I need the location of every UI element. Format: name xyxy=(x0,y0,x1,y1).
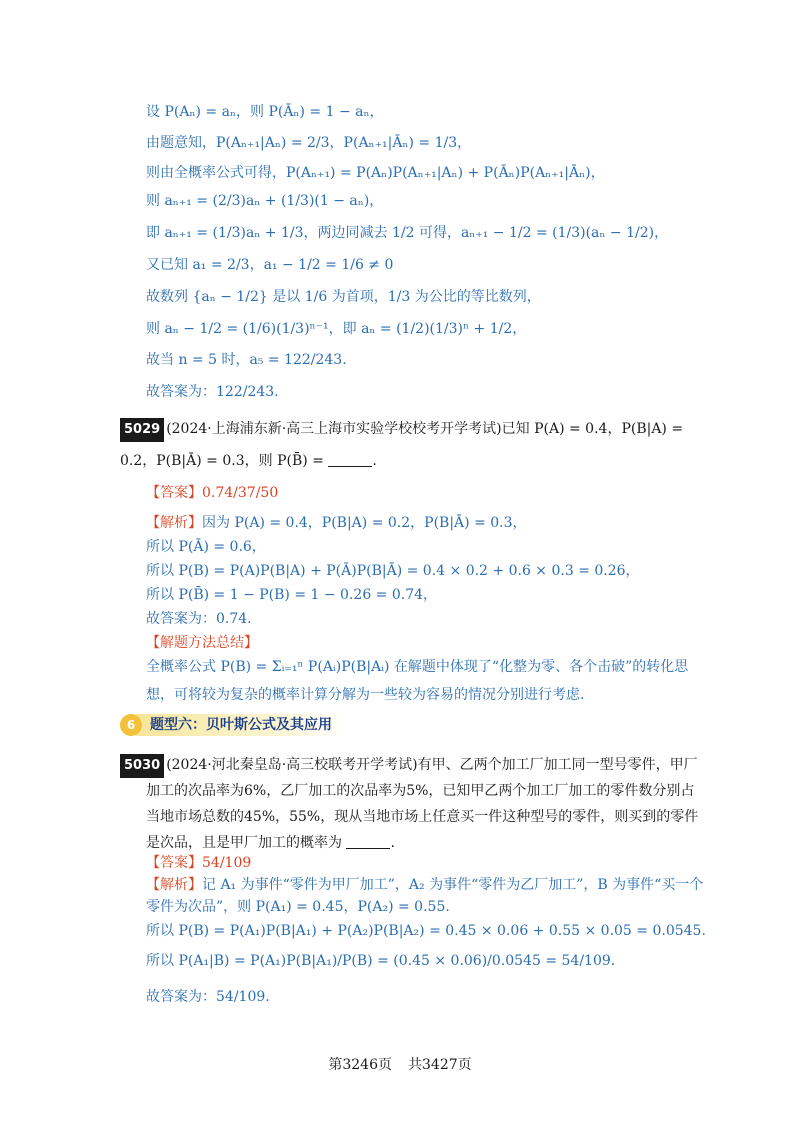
answer-line xyxy=(146,482,700,504)
question-stem-text: 0.2，P(B|Ā) = 0.3，则 P(B̄) = xyxy=(120,453,324,469)
analysis-text: 因为 P(A) = 0.4，P(B|A) = 0.2，P(B|Ā) = 0.3， xyxy=(202,515,527,531)
analysis-line: 故答案为：0.74. xyxy=(146,611,252,627)
summary-tag: 【解题方法总结】 xyxy=(146,635,258,651)
page-number: 第3246页 xyxy=(328,1057,392,1073)
question-stem-line xyxy=(146,832,700,854)
solution-line: 又已知 a₁ = 2/3，a₁ − 1/2 = 1/6 ≠ 0 xyxy=(146,257,394,273)
answer-blank xyxy=(346,834,390,849)
analysis-line xyxy=(146,874,704,896)
solution-line: 由题意知，P(Aₙ₊₁|Aₙ) = 2/3，P(Aₙ₊₁|Āₙ) = 1/3， xyxy=(146,135,472,151)
section-title: 题型六：贝叶斯公式及其应用 xyxy=(136,714,346,736)
section-header xyxy=(120,714,346,736)
analysis-line xyxy=(146,512,700,534)
solution-line: 则由全概率公式可得，P(Aₙ₊₁) = P(Aₙ)P(Aₙ₊₁|Aₙ) + P(Āₙ)P(Aₙ₊₁|Āₙ)， xyxy=(146,165,605,181)
analysis-line: 所以 P(B̄) = 1 − P(B) = 1 − 0.26 = 0.74， xyxy=(146,587,438,603)
page-total: 共3427页 xyxy=(408,1057,472,1073)
stem-end: . xyxy=(372,453,377,469)
question-stem-text: 是次品，且是甲厂加工的概率为 xyxy=(146,835,342,851)
analysis-line: 所以 P(B) = P(A₁)P(B|A₁) + P(A₂)P(B|A₂) = 0.45 × 0.06 + 0.55 × 0.05 = 0.0545. xyxy=(146,923,706,939)
page-footer xyxy=(0,1054,800,1074)
answer-value: 54/109 xyxy=(202,855,252,871)
solution-line: 故数列 {aₙ − 1/2} 是以 1/6 为首项，1/3 为公比的等比数列， xyxy=(146,289,541,305)
analysis-line: 零件为次品”，则 P(A₁) = 0.45，P(A₂) = 0.55. xyxy=(146,899,450,915)
answer-line xyxy=(146,852,700,874)
question-stem-line: 加工的次品率为6%，乙厂加工的次品率为5%，已知甲乙两个加工厂加工的零件数分别占 xyxy=(146,783,695,799)
question-stem-text: (2024·河北秦皇岛·高三校联考开学考试)有甲、乙两个加工厂加工同一型号零件，甲厂 xyxy=(166,757,698,773)
summary-heading xyxy=(146,632,700,654)
solution-line: 故当 n = 5 时，a₅ = 122/243. xyxy=(146,352,347,368)
answer-value: 0.74/37/50 xyxy=(202,485,279,501)
section-number-badge: 6 xyxy=(120,714,142,736)
question-number-badge: 5030 xyxy=(120,754,164,778)
answer-blank xyxy=(328,452,372,467)
analysis-text: 记 A₁ 为事件“零件为甲厂加工”，A₂ 为事件“零件为乙厂加工”，B 为事件“买一个 xyxy=(202,877,704,893)
stem-end: . xyxy=(390,835,395,851)
summary-line: 全概率公式 P(B) = Σᵢ₌₁ⁿ P(Aᵢ)P(B|Aᵢ) 在解题中体现了“化整为零、各个击破”的转化思 xyxy=(146,659,689,675)
analysis-tag: 【解析】 xyxy=(146,515,202,531)
analysis-line: 所以 P(B) = P(A)P(B|A) + P(Ā)P(B|Ā) = 0.4 × 0.2 + 0.6 × 0.3 = 0.26， xyxy=(146,563,640,579)
summary-line: 想，可将较为复杂的概率计算分解为一些较为容易的情况分别进行考虑. xyxy=(146,687,585,703)
question-5029-stem-cont xyxy=(120,450,700,472)
question-5030-stem xyxy=(120,754,700,778)
question-5029-stem xyxy=(120,418,700,442)
question-number-badge: 5029 xyxy=(120,418,164,442)
solution-line: 故答案为：122/243. xyxy=(146,384,279,400)
answer-tag: 【答案】 xyxy=(146,485,202,501)
question-stem-text: (2024·上海浦东新·高三上海市实验学校校考开学考试)已知 P(A) = 0.4，P(B|A) = xyxy=(166,421,684,437)
solution-line: 则 aₙ − 1/2 = (1/6)(1/3)ⁿ⁻¹，即 aₙ = (1/2)(1/3)ⁿ + 1/2， xyxy=(146,321,527,337)
analysis-line: 所以 P(A₁|B) = P(A₁)P(B|A₁)/P(B) = (0.45 × 0.06)/0.0545 = 54/109. xyxy=(146,953,616,969)
question-stem-line: 当地市场总数的45%，55%，现从当地市场上任意买一件这种型号的零件，则买到的零件 xyxy=(146,809,699,825)
answer-tag: 【答案】 xyxy=(146,855,202,871)
analysis-line: 故答案为：54/109. xyxy=(146,989,270,1005)
analysis-tag: 【解析】 xyxy=(146,877,202,893)
solution-line: 则 aₙ₊₁ = (2/3)aₙ + (1/3)(1 − aₙ)， xyxy=(146,193,384,209)
solution-line: 即 aₙ₊₁ = (1/3)aₙ + 1/3，两边同减去 1/2 可得，aₙ₊₁ − 1/2 = (1/3)(aₙ − 1/2)， xyxy=(146,225,669,241)
analysis-line: 所以 P(Ā) = 0.6， xyxy=(146,539,266,555)
solution-line: 设 P(Aₙ) = aₙ，则 P(Āₙ) = 1 − aₙ， xyxy=(146,104,384,120)
